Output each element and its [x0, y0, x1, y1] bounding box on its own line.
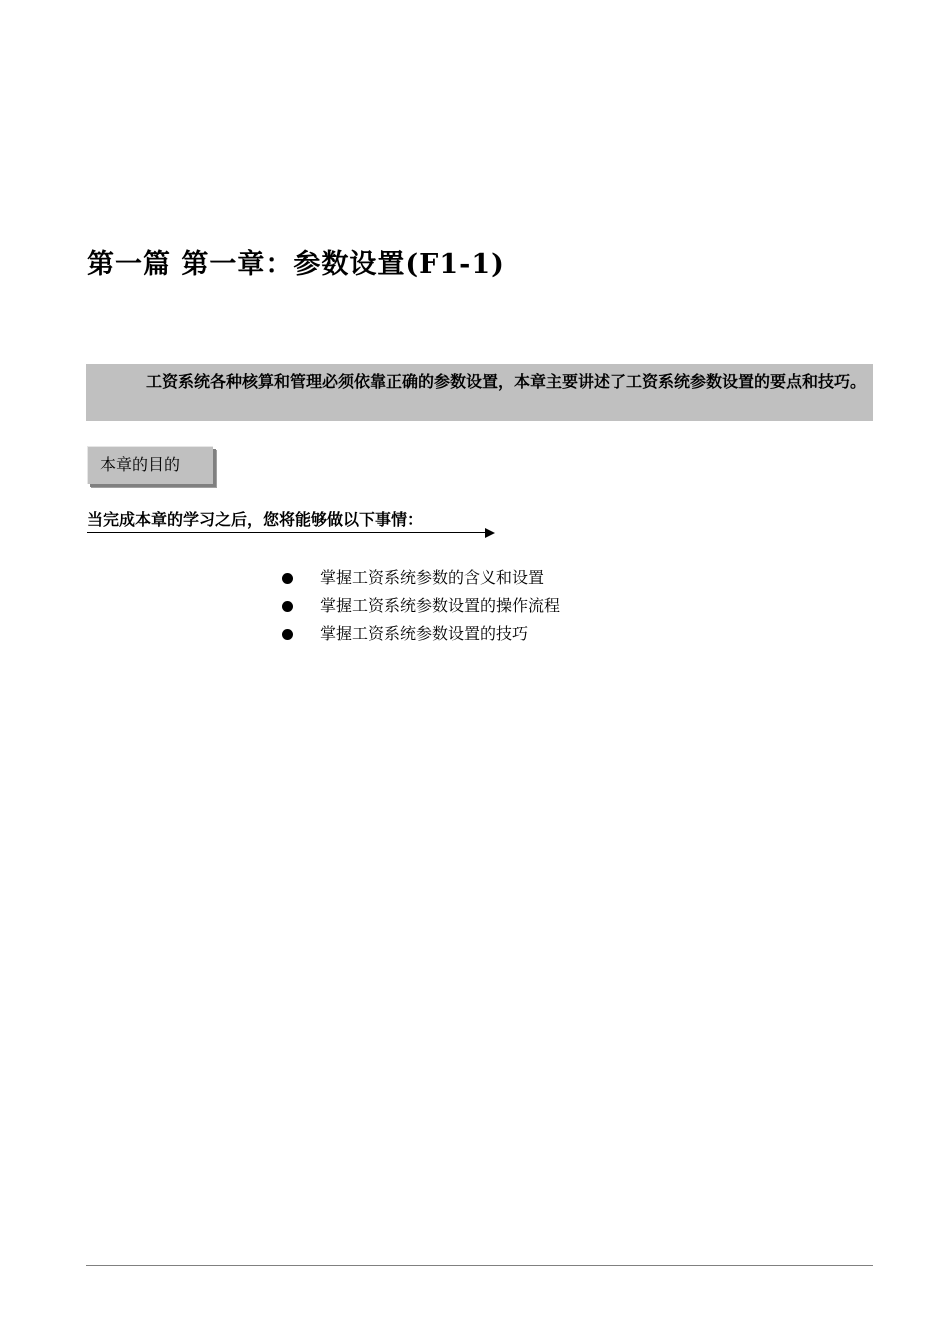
objectives-lead: 当完成本章的学习之后，您将能够做以下事情： [87, 510, 487, 533]
objectives-list [280, 564, 560, 648]
arrow-right-icon [485, 528, 495, 538]
footer-divider [86, 1265, 873, 1266]
objective-text: 掌握工资系统参数设置的技巧 [320, 624, 529, 643]
chapter-title: 第一篇 第一章：参数设置(F1-1) [87, 249, 505, 280]
list-item [280, 620, 560, 648]
objectives-heading: 本章的目的 [87, 446, 213, 484]
objective-text: 掌握工资系统参数设置的操作流程 [320, 596, 561, 615]
bullet-icon [282, 601, 293, 612]
bullet-icon [282, 573, 293, 584]
objective-text: 掌握工资系统参数的含义和设置 [320, 568, 545, 587]
list-item [280, 564, 560, 592]
bullet-icon [282, 629, 293, 640]
chapter-intro: 工资系统各种核算和管理必须依靠正确的参数设置，本章主要讲述了工资系统参数设置的要点和技巧。 [86, 364, 873, 421]
list-item [280, 592, 560, 620]
